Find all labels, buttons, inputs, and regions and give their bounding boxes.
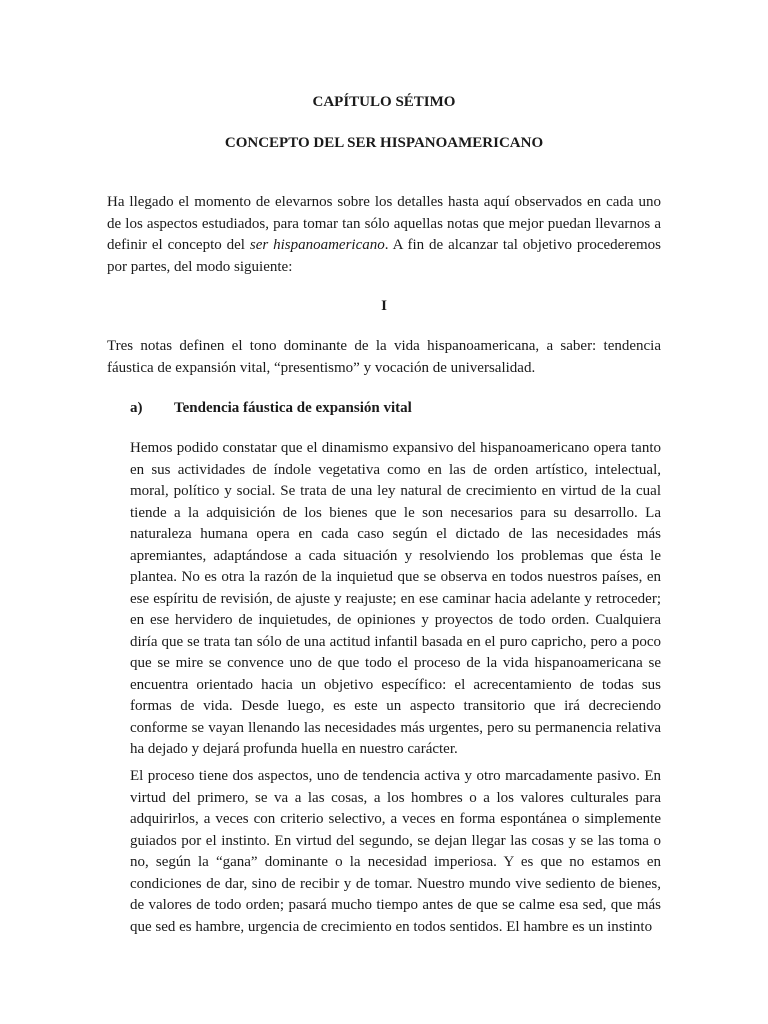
subheading-marker: a) — [130, 400, 143, 416]
paragraph-hemos-podido: Hemos podido constatar que el dinamismo expansivo del hispanoamericano opera tanto en sus actividades de índole vegetativa como en las de orden artístico, intelectual, moral, político y social. Se trata de una ley natural de crecimiento en virtud de la cual tiende a la adquisición de los bienes que le son necesarios para su desarrollo. La naturaleza humana opera en cada caso según el dictado de las necesidades más apremiantes, adaptándose a cada situación y resolviendo los problemas que ésta le plantea. No es otra la razón de la inquietud que se observa en todos nuestros países, en ese espíritu de revisión, de ajuste y reajuste; en ese caminar hacia adelante y retroceder; en ese hervidero de inquietudes, de opiniones y proyectos de todo orden. Cualquiera diría que se trata tan sólo de una actitud infantil basada en el puro capricho, pero a poco que se mire se convence uno de que todo el proceso de la vida hispanoamericana se encuentra orientado hacia un objetivo específico: el acrecentamiento de todas sus formas de vida. Desde luego, es este un aspecto transitorio que irá decreciendo conforme se vayan llenando las necesidades más urgentes, pero su permanencia relativa ha dejado y dejará profunda huella en nuestro carácter. — [130, 440, 661, 757]
paragraph-el-proceso: El proceso tiene dos aspectos, uno de tendencia activa y otro marcadamente pasivo. En virtud del primero, se va a las cosas, a los hombres o a los valores culturales para adquirirlos, a veces con criterio selectivo, a veces en forma espontánea o simplemente guiados por el instinto. En virtud del segundo, se dejan llegar las cosas y se las toma o no, según la “gana” dominante o la necesidad imperiosa. Y es que no estamos en condiciones de dar, sino de recibir y de tomar. Nuestro mundo vive sediento de bienes, de valores de todo orden; pasará mucho tiempo antes de que se calme esa sed, que más que sed es hambre, urgencia de crecimiento en todos sentidos. El hambre es un instinto — [130, 768, 661, 935]
intro-text-after: . A fin de alcanzar tal objetivo procederemos por partes, del modo siguiente: — [107, 237, 661, 275]
chapter-title: CAPÍTULO SÉTIMO — [312, 94, 456, 110]
subheading — [130, 398, 412, 418]
concept-title: CONCEPTO DEL SER HISPANOAMERICANO — [224, 135, 544, 151]
paragraph-tres-notas: Tres notas definen el tono dominante de la vida hispanoamericana, a saber: tendencia fáustica de expansión vital, “presentismo” y vocación de universalidad. — [107, 338, 661, 376]
subheading-title: Tendencia fáustica de expansión vital — [174, 400, 412, 416]
intro-paragraph — [107, 192, 661, 278]
intro-text-before: Ha llegado el momento de elevarnos sobre los detalles hasta aquí observados en cada uno de los aspectos estudiados, para tomar tan sólo aquellas notas que mejor puedan llevarnos a definir el concepto del — [107, 194, 661, 253]
intro-emphasis: ser hispanoamericano — [249, 237, 385, 253]
section-numeral: I — [381, 298, 387, 314]
